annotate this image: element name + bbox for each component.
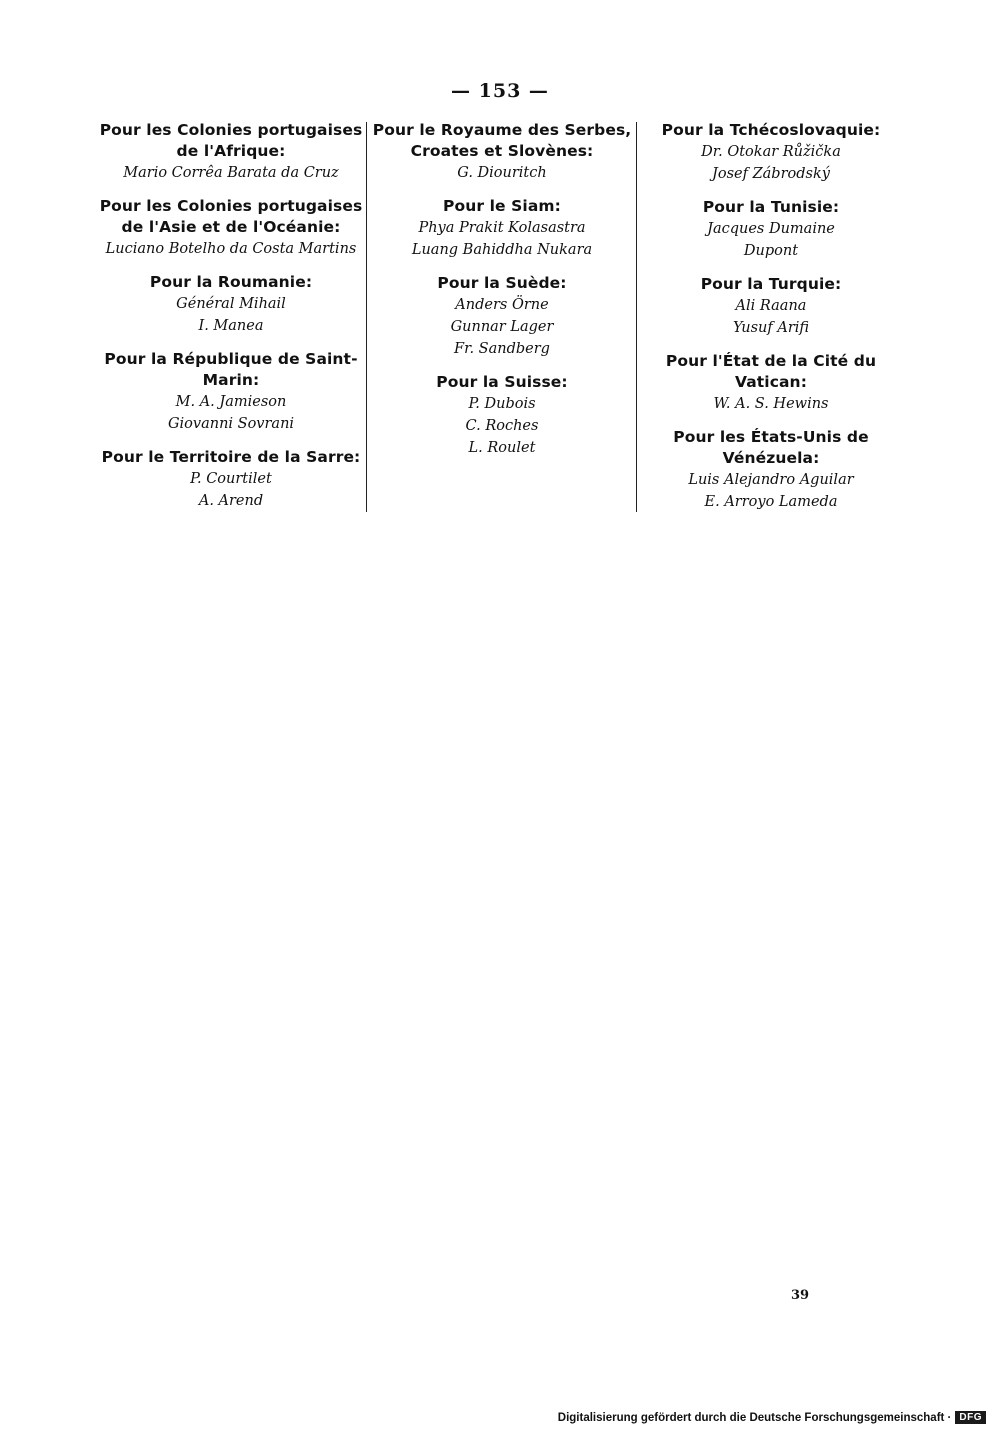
- signatory-name: Phya Prakit Kolasastra: [418, 220, 586, 236]
- signatory-block: [370, 372, 634, 459]
- heading-line: Pour la Roumanie:: [149, 273, 313, 291]
- signatory-block: [90, 272, 372, 337]
- signatory-block: [90, 120, 372, 184]
- heading-line: Pour le Royaume des Serbes,: [372, 121, 632, 139]
- heading-line: Pour la Tunisie:: [702, 198, 840, 216]
- folio-number: 39: [790, 1288, 810, 1303]
- signatory-name: M. A. Jamieson: [175, 394, 287, 410]
- digitization-footer: [558, 1411, 986, 1424]
- country-heading: [90, 349, 372, 391]
- signatory-block: [370, 273, 634, 360]
- signatory-name: G. Diouritch: [457, 165, 547, 181]
- signatory-name: Luang Bahiddha Nukara: [411, 242, 593, 258]
- signatory-block: [638, 197, 904, 262]
- signatory-block: [638, 120, 904, 185]
- signatory-name: I. Manea: [198, 318, 264, 334]
- country-heading: [370, 372, 634, 393]
- signatory-name: Anders Örne: [455, 297, 549, 313]
- country-heading: [638, 351, 904, 393]
- heading-line: Pour la Suisse:: [436, 373, 568, 391]
- heading-line: Pour les Colonies portugaises: [99, 121, 363, 139]
- signatory-name: Ali Raana: [735, 298, 807, 314]
- heading-line: Pour l'État de la Cité du Vatican:: [665, 352, 877, 391]
- country-heading: [90, 120, 372, 162]
- signatory-name: Fr. Sandberg: [454, 341, 550, 357]
- page-number: — 153 —: [451, 80, 549, 102]
- country-heading: [638, 120, 904, 141]
- signatory-name: A. Arend: [198, 493, 264, 509]
- heading-line: Pour le Siam:: [443, 197, 561, 215]
- signatory-block: [90, 196, 372, 260]
- signatory-name: Yusuf Arifi: [732, 320, 810, 336]
- signatory-name: Mario Corrêa Barata da Cruz: [123, 165, 339, 181]
- signatory-name: E. Arroyo Lameda: [704, 494, 838, 510]
- signatory-block: [638, 351, 904, 415]
- signatory-name: P. Courtilet: [190, 471, 272, 487]
- signatory-name: C. Roches: [465, 418, 539, 434]
- column-divider: [636, 122, 637, 512]
- signatory-name: W. A. S. Hewins: [713, 396, 829, 412]
- country-heading: [90, 196, 372, 238]
- signatory-name: Général Mihail: [176, 296, 286, 312]
- heading-line: Pour la Tchécoslovaquie:: [661, 121, 881, 139]
- signatory-name: Luciano Botelho da Costa Martins: [105, 241, 357, 257]
- heading-line: Pour la Turquie:: [700, 275, 842, 293]
- signatory-name: Dr. Otokar Růžička: [701, 144, 841, 160]
- signature-column-2: [370, 120, 634, 471]
- heading-line: de l'Asie et de l'Océanie:: [121, 218, 341, 236]
- signatory-block: [638, 427, 904, 513]
- signature-column-1: [90, 120, 372, 524]
- signatory-block: [90, 447, 372, 512]
- signatory-name: Luis Alejandro Aguilar: [688, 472, 854, 488]
- signatory-block: [370, 120, 634, 184]
- signatory-name: Josef Zábrodský: [712, 166, 830, 182]
- signatory-block: [90, 349, 372, 435]
- heading-line: de l'Afrique:: [176, 142, 286, 160]
- country-heading: [638, 427, 904, 469]
- signature-column-3: [638, 120, 904, 525]
- country-heading: [90, 272, 372, 293]
- heading-line: Pour les Colonies portugaises: [99, 197, 363, 215]
- heading-line: Pour la République de Saint-Marin:: [104, 350, 358, 389]
- country-heading: [370, 273, 634, 294]
- signatory-block: [638, 274, 904, 339]
- signatory-name: Dupont: [743, 243, 799, 259]
- signatory-name: Gunnar Lager: [450, 319, 554, 335]
- heading-line: Pour la Suède:: [437, 274, 567, 292]
- footer-text: Digitalisierung gefördert durch die Deutsche Forschungsgemeinschaft ·: [557, 1411, 952, 1424]
- heading-line: Pour le Territoire de la Sarre:: [101, 448, 361, 466]
- signatory-name: L. Roulet: [468, 440, 536, 456]
- signatory-block: [370, 196, 634, 261]
- dfg-logo: DFG: [955, 1411, 986, 1424]
- country-heading: [638, 274, 904, 295]
- country-heading: [90, 447, 372, 468]
- signatory-name: P. Dubois: [468, 396, 536, 412]
- heading-line: Croates et Slovènes:: [410, 142, 594, 160]
- country-heading: [370, 120, 634, 162]
- country-heading: [370, 196, 634, 217]
- heading-line: Pour les États-Unis de Vénézuela:: [673, 428, 869, 467]
- signatory-name: Giovanni Sovrani: [167, 416, 295, 432]
- signatory-name: Jacques Dumaine: [707, 221, 835, 237]
- country-heading: [638, 197, 904, 218]
